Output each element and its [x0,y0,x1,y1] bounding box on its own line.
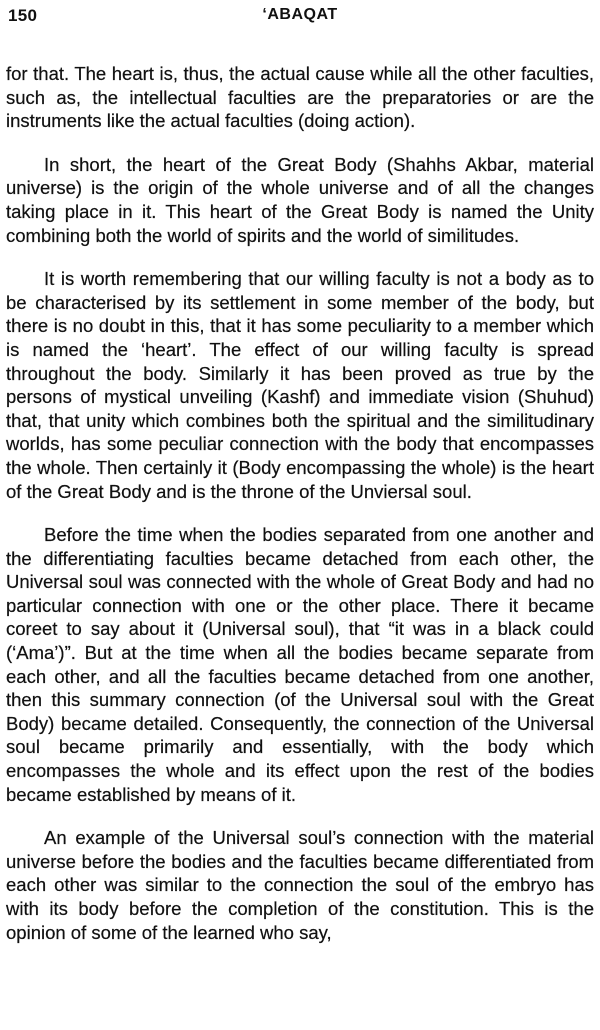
paragraph: An example of the Universal soul’s connection with the material universe before the bodies and the faculties became differentiated from each other was similar to the connection the soul of the embryo has with its body before the completion of the constitution. This is the opinion of some of the learned who say, [6,827,594,943]
body-text [6,62,594,944]
paragraph: Before the time when the bodies separated from one another and the differentiating faculties became detached from each other, the Universal soul was connected with the whole of Great Body and had no particular connection with one or the other place. There it became coreet to say about it (Universal soul), that “it was in a black could (‘Ama’)”. But at the time when all the bodies became separate from each other, and all the faculties became detached from one another, then this summary connection (of the Universal soul with the Great Body) became detailed. Consequently, the connection of the Universal soul became primarily and essentially, with the body which encompasses the whole and its effect upon the rest of the bodies became established by means of it. [6,524,594,805]
paragraph: It is worth remembering that our willing faculty is not a body as to be characterised by its settlement in some member of the body, but there is no doubt in this, that it has some peculiarity to a member which is named the ‘heart’. The effect of our willing faculty is spread throughout the body. Similarly it has been proved as true by the persons of mystical unveiling (Kashf) and immediate vision (Shuhud) that, that unity which combines both the spiritual and the similitudinary worlds, has some peculiar connection with the body that encompasses the whole. Then certainly it (Body encompassing the whole) is the heart of the Great Body and is the throne of the Unviersal soul. [6,268,594,502]
page-header [0,6,600,30]
page-number: 150 [8,6,38,25]
paragraph: In short, the heart of the Great Body (Shahhs Akbar, material universe) is the origin of the whole universe and of all the changes taking place in it. This heart of the Great Body is named the Unity combining both the world of spirits and the world of similitudes. [6,153,594,246]
paragraph: for that. The heart is, thus, the actual cause while all the other faculties, such as, the intellectual faculties are the preparatories or are the instruments like the actual faculties (doing action). [6,63,594,132]
running-head: ‘ABAQAT [262,6,338,23]
